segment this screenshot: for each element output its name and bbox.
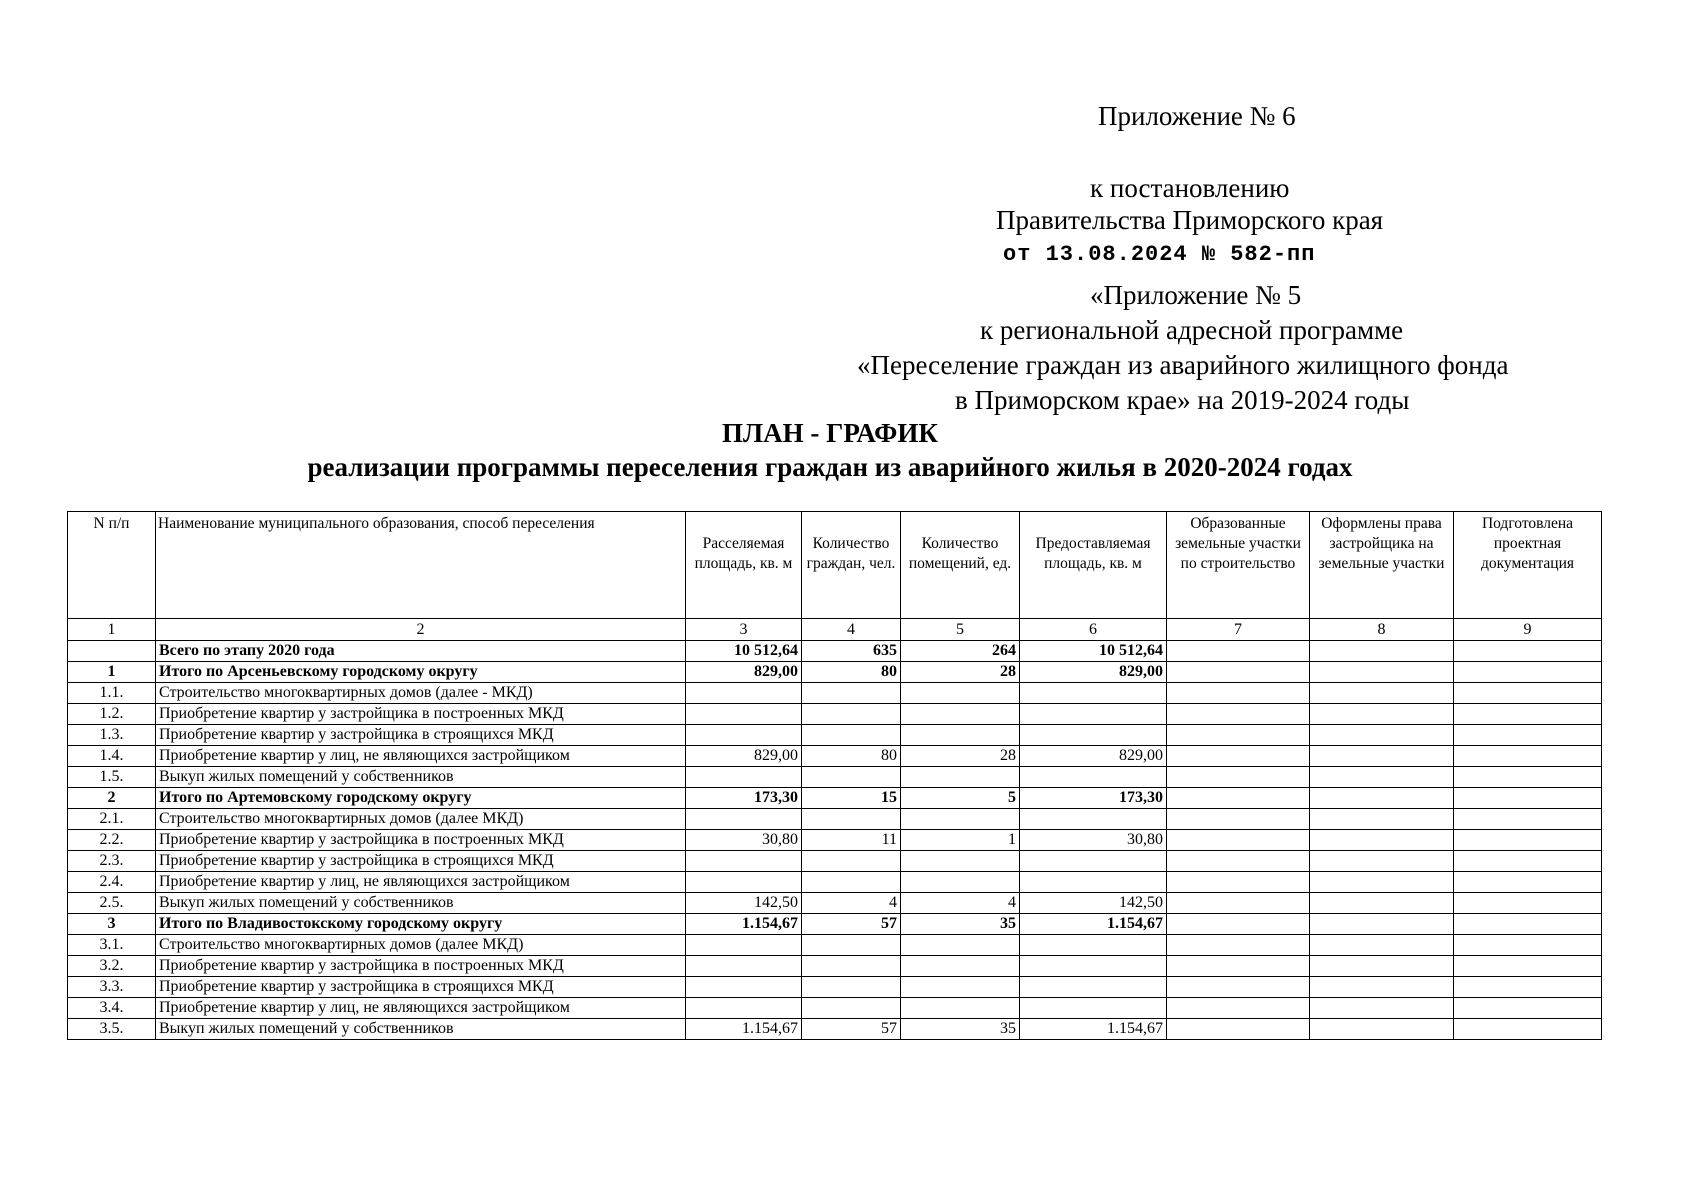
row-land-plots xyxy=(1167,977,1310,998)
column-number: 6 xyxy=(1020,619,1167,641)
row-project-docs xyxy=(1454,977,1602,998)
row-project-docs xyxy=(1454,1019,1602,1040)
row-people xyxy=(802,704,901,725)
row-project-docs xyxy=(1454,767,1602,788)
row-project-docs xyxy=(1454,851,1602,872)
column-number: 8 xyxy=(1310,619,1454,641)
row-people: 80 xyxy=(802,662,901,683)
row-name: Итого по Владивостокскому городскому округу xyxy=(156,914,686,935)
row-project-docs xyxy=(1454,788,1602,809)
row-project-docs xyxy=(1454,683,1602,704)
row-number: 3.5. xyxy=(68,1019,156,1040)
row-name: Всего по этапу 2020 года xyxy=(156,641,686,662)
row-land-plots xyxy=(1167,914,1310,935)
row-rooms: 1 xyxy=(901,830,1020,851)
row-land-plots xyxy=(1167,809,1310,830)
row-name: Строительство многоквартирных домов (далее МКД) xyxy=(156,809,686,830)
row-number: 1.5. xyxy=(68,767,156,788)
table-row xyxy=(68,998,1602,1019)
row-developer-rights xyxy=(1310,998,1454,1019)
row-land-plots xyxy=(1167,956,1310,977)
row-provided: 10 512,64 xyxy=(1020,641,1167,662)
row-provided xyxy=(1020,956,1167,977)
row-developer-rights xyxy=(1310,893,1454,914)
row-people: 57 xyxy=(802,1019,901,1040)
row-project-docs xyxy=(1454,830,1602,851)
row-name: Приобретение квартир у застройщика в построенных МКД xyxy=(156,704,686,725)
row-project-docs xyxy=(1454,746,1602,767)
row-area: 30,80 xyxy=(686,830,802,851)
row-area xyxy=(686,935,802,956)
row-area: 142,50 xyxy=(686,893,802,914)
row-people: 15 xyxy=(802,788,901,809)
header-people: Количество граждан, чел. xyxy=(802,512,901,619)
program-line-3: в Приморском крае» на 2019-2024 годы xyxy=(955,385,1410,415)
row-rooms: 28 xyxy=(901,662,1020,683)
row-people xyxy=(802,683,901,704)
row-land-plots xyxy=(1167,746,1310,767)
plan-schedule-table xyxy=(67,511,1602,1040)
row-people: 57 xyxy=(802,914,901,935)
row-name: Строительство многоквартирных домов (далее - МКД) xyxy=(156,683,686,704)
row-rooms xyxy=(901,767,1020,788)
row-number: 2.4. xyxy=(68,872,156,893)
row-number: 3 xyxy=(68,914,156,935)
row-developer-rights xyxy=(1310,956,1454,977)
row-developer-rights xyxy=(1310,872,1454,893)
row-name: Приобретение квартир у застройщика в построенных МКД xyxy=(156,956,686,977)
row-name: Итого по Арсеньевскому городскому округу xyxy=(156,662,686,683)
row-name: Итого по Артемовскому городскому округу xyxy=(156,788,686,809)
row-developer-rights xyxy=(1310,767,1454,788)
row-people xyxy=(802,872,901,893)
program-line-2: «Переселение граждан из аварийного жилищного фонда xyxy=(857,350,1509,380)
header-project-docs: Подготовлена проектная документация xyxy=(1454,512,1602,619)
table-row xyxy=(68,704,1602,725)
row-provided xyxy=(1020,767,1167,788)
row-project-docs xyxy=(1454,872,1602,893)
row-developer-rights xyxy=(1310,830,1454,851)
row-developer-rights xyxy=(1310,641,1454,662)
row-area xyxy=(686,767,802,788)
row-people xyxy=(802,767,901,788)
row-area xyxy=(686,998,802,1019)
row-project-docs xyxy=(1454,641,1602,662)
row-land-plots xyxy=(1167,1019,1310,1040)
row-area xyxy=(686,725,802,746)
header-provided: Предоставляемая площадь, кв. м xyxy=(1020,512,1167,619)
row-project-docs xyxy=(1454,956,1602,977)
row-provided: 173,30 xyxy=(1020,788,1167,809)
row-people xyxy=(802,956,901,977)
document-title: ПЛАН - ГРАФИК xyxy=(722,418,938,448)
row-name: Приобретение квартир у застройщика в построенных МКД xyxy=(156,830,686,851)
header-developer-rights: Оформлены права застройщика на земельные участки xyxy=(1310,512,1454,619)
row-land-plots xyxy=(1167,998,1310,1019)
row-rooms: 28 xyxy=(901,746,1020,767)
row-people: 4 xyxy=(802,893,901,914)
row-developer-rights xyxy=(1310,977,1454,998)
row-name: Приобретение квартир у лиц, не являющихся застройщиком xyxy=(156,872,686,893)
row-people xyxy=(802,935,901,956)
row-name: Приобретение квартир у застройщика в строящихся МКД xyxy=(156,725,686,746)
column-number: 7 xyxy=(1167,619,1310,641)
row-project-docs xyxy=(1454,893,1602,914)
row-project-docs xyxy=(1454,662,1602,683)
row-area: 829,00 xyxy=(686,662,802,683)
row-provided: 1.154,67 xyxy=(1020,1019,1167,1040)
table-row xyxy=(68,977,1602,998)
row-area xyxy=(686,956,802,977)
row-number: 1.2. xyxy=(68,704,156,725)
row-project-docs xyxy=(1454,935,1602,956)
appendix-number: Приложение № 6 xyxy=(1098,101,1296,131)
row-developer-rights xyxy=(1310,725,1454,746)
row-developer-rights xyxy=(1310,809,1454,830)
document-subtitle: реализации программы переселения граждан из аварийного жилья в 2020-2024 годах xyxy=(307,452,1353,482)
column-number: 1 xyxy=(68,619,156,641)
header-number: N п/п xyxy=(68,512,156,619)
row-rooms: 35 xyxy=(901,1019,1020,1040)
row-developer-rights xyxy=(1310,788,1454,809)
row-land-plots xyxy=(1167,662,1310,683)
row-name: Приобретение квартир у лиц, не являющихся застройщиком xyxy=(156,746,686,767)
row-people: 80 xyxy=(802,746,901,767)
column-number: 5 xyxy=(901,619,1020,641)
row-name: Выкуп жилых помещений у собственников xyxy=(156,893,686,914)
row-project-docs xyxy=(1454,725,1602,746)
row-rooms: 264 xyxy=(901,641,1020,662)
row-developer-rights xyxy=(1310,704,1454,725)
row-name: Выкуп жилых помещений у собственников xyxy=(156,767,686,788)
row-developer-rights xyxy=(1310,935,1454,956)
row-area: 829,00 xyxy=(686,746,802,767)
row-land-plots xyxy=(1167,851,1310,872)
column-number: 2 xyxy=(156,619,686,641)
row-rooms xyxy=(901,683,1020,704)
row-provided: 829,00 xyxy=(1020,746,1167,767)
row-project-docs xyxy=(1454,809,1602,830)
row-provided: 829,00 xyxy=(1020,662,1167,683)
row-rooms xyxy=(901,809,1020,830)
table-row xyxy=(68,956,1602,977)
row-number: 3.2. xyxy=(68,956,156,977)
row-number: 3.1. xyxy=(68,935,156,956)
table-row xyxy=(68,872,1602,893)
row-provided xyxy=(1020,851,1167,872)
row-area xyxy=(686,872,802,893)
row-people xyxy=(802,977,901,998)
table-row xyxy=(68,809,1602,830)
row-developer-rights xyxy=(1310,683,1454,704)
row-rooms xyxy=(901,872,1020,893)
row-provided xyxy=(1020,872,1167,893)
row-land-plots xyxy=(1167,641,1310,662)
row-rooms xyxy=(901,725,1020,746)
program-line-1: к региональной адресной программе xyxy=(980,315,1404,345)
row-number: 1 xyxy=(68,662,156,683)
row-number xyxy=(68,641,156,662)
row-number: 3.3. xyxy=(68,977,156,998)
row-people xyxy=(802,809,901,830)
row-provided xyxy=(1020,998,1167,1019)
row-provided xyxy=(1020,725,1167,746)
row-name: Приобретение квартир у застройщика в строящихся МКД xyxy=(156,851,686,872)
row-people xyxy=(802,998,901,1019)
row-rooms: 35 xyxy=(901,914,1020,935)
row-project-docs xyxy=(1454,914,1602,935)
row-rooms xyxy=(901,998,1020,1019)
row-provided: 30,80 xyxy=(1020,830,1167,851)
row-people: 11 xyxy=(802,830,901,851)
table-row xyxy=(68,830,1602,851)
row-land-plots xyxy=(1167,788,1310,809)
table-row xyxy=(68,683,1602,704)
table-row xyxy=(68,767,1602,788)
row-people xyxy=(802,851,901,872)
row-area: 1.154,67 xyxy=(686,1019,802,1040)
table-row xyxy=(68,725,1602,746)
row-number: 1.3. xyxy=(68,725,156,746)
row-number: 2 xyxy=(68,788,156,809)
table-row xyxy=(68,851,1602,872)
row-area xyxy=(686,809,802,830)
column-numbers-row xyxy=(68,619,1602,641)
column-number: 3 xyxy=(686,619,802,641)
table-row xyxy=(68,935,1602,956)
row-land-plots xyxy=(1167,704,1310,725)
header-rooms: Количество помещений, ед. xyxy=(901,512,1020,619)
table-row xyxy=(68,746,1602,767)
row-rooms xyxy=(901,956,1020,977)
header-land-plots: Образованные земельные участки по строительство xyxy=(1167,512,1310,619)
row-land-plots xyxy=(1167,683,1310,704)
row-rooms: 4 xyxy=(901,893,1020,914)
row-area xyxy=(686,704,802,725)
row-land-plots xyxy=(1167,830,1310,851)
row-provided xyxy=(1020,683,1167,704)
row-number: 2.3. xyxy=(68,851,156,872)
row-area: 10 512,64 xyxy=(686,641,802,662)
row-name: Выкуп жилых помещений у собственников xyxy=(156,1019,686,1040)
row-land-plots xyxy=(1167,767,1310,788)
row-land-plots xyxy=(1167,893,1310,914)
row-rooms xyxy=(901,704,1020,725)
row-provided xyxy=(1020,809,1167,830)
row-project-docs xyxy=(1454,704,1602,725)
row-area xyxy=(686,851,802,872)
row-developer-rights xyxy=(1310,1019,1454,1040)
row-provided xyxy=(1020,704,1167,725)
row-name: Строительство многоквартирных домов (далее МКД) xyxy=(156,935,686,956)
header-area: Расселяемая площадь, кв. м xyxy=(686,512,802,619)
row-developer-rights xyxy=(1310,662,1454,683)
row-land-plots xyxy=(1167,725,1310,746)
row-provided xyxy=(1020,935,1167,956)
row-name: Приобретение квартир у лиц, не являющихся застройщиком xyxy=(156,998,686,1019)
row-developer-rights xyxy=(1310,851,1454,872)
table-row xyxy=(68,662,1602,683)
row-number: 3.4. xyxy=(68,998,156,1019)
table-header-row xyxy=(68,512,1602,619)
row-rooms: 5 xyxy=(901,788,1020,809)
date-stamp: от 13.08.2024 № 582-пп xyxy=(1003,242,1316,267)
row-rooms xyxy=(901,977,1020,998)
row-number: 2.5. xyxy=(68,893,156,914)
header-name: Наименование муниципального образования, способ переселения xyxy=(156,512,686,619)
row-people: 635 xyxy=(802,641,901,662)
row-rooms xyxy=(901,935,1020,956)
row-number: 1.4. xyxy=(68,746,156,767)
row-provided xyxy=(1020,977,1167,998)
row-number: 2.1. xyxy=(68,809,156,830)
row-developer-rights xyxy=(1310,746,1454,767)
previous-appendix: «Приложение № 5 xyxy=(1090,280,1302,310)
row-number: 2.2. xyxy=(68,830,156,851)
row-land-plots xyxy=(1167,872,1310,893)
row-name: Приобретение квартир у застройщика в строящихся МКД xyxy=(156,977,686,998)
column-number: 9 xyxy=(1454,619,1602,641)
row-people xyxy=(802,725,901,746)
table-row xyxy=(68,1019,1602,1040)
row-developer-rights xyxy=(1310,914,1454,935)
row-provided: 1.154,67 xyxy=(1020,914,1167,935)
table-row xyxy=(68,641,1602,662)
table-row xyxy=(68,788,1602,809)
row-area: 173,30 xyxy=(686,788,802,809)
row-provided: 142,50 xyxy=(1020,893,1167,914)
table-row xyxy=(68,914,1602,935)
row-land-plots xyxy=(1167,935,1310,956)
row-area xyxy=(686,977,802,998)
to-resolution: к постановлению xyxy=(1090,173,1290,203)
row-area: 1.154,67 xyxy=(686,914,802,935)
row-rooms xyxy=(901,851,1020,872)
row-area xyxy=(686,683,802,704)
government-name: Правительства Приморского края xyxy=(996,205,1384,235)
table-row xyxy=(68,893,1602,914)
row-project-docs xyxy=(1454,998,1602,1019)
row-number: 1.1. xyxy=(68,683,156,704)
column-number: 4 xyxy=(802,619,901,641)
